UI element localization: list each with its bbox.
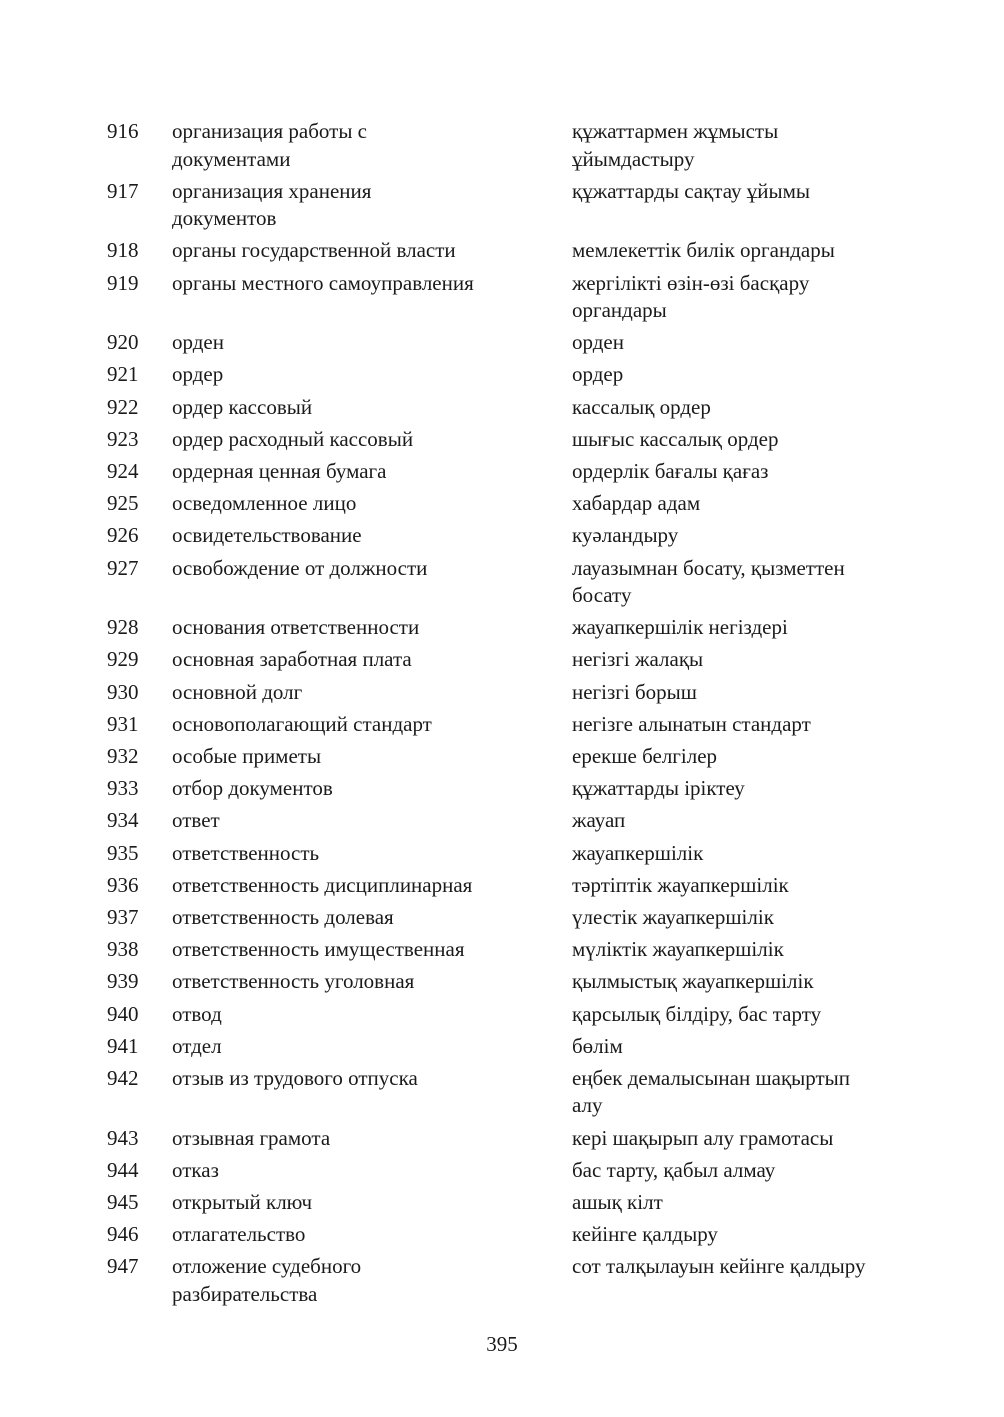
- russian-term-line: основания ответственности: [172, 615, 420, 640]
- russian-term: [172, 904, 532, 932]
- glossary-entry: [0, 1189, 1004, 1217]
- kazakh-term: [572, 711, 912, 739]
- russian-term-line: ответ: [172, 808, 220, 833]
- kazakh-term-line: мүліктік жауапкершілік: [572, 937, 784, 962]
- kazakh-term-line: лауазымнан босату, қызметтен: [572, 555, 845, 580]
- russian-term: [172, 329, 532, 357]
- entry-number: 924: [107, 459, 139, 483]
- entry-number: 932: [107, 744, 139, 768]
- kazakh-term-line: негізгі жалақы: [572, 647, 704, 672]
- russian-term-line: основополагающий стандарт: [172, 711, 432, 736]
- russian-term-line: ордер: [172, 362, 224, 387]
- glossary-entry: [0, 807, 1004, 835]
- glossary-entry: [0, 178, 1004, 233]
- kazakh-term: [572, 872, 912, 900]
- entry-number: 918: [107, 238, 139, 263]
- kazakh-term-line: құжаттарды сақтау ұйымы: [572, 178, 810, 203]
- russian-term: [172, 646, 532, 674]
- glossary-entry: [0, 711, 1004, 739]
- glossary-entry: [0, 118, 1004, 173]
- glossary-entry: [0, 555, 1004, 610]
- glossary-entry: [0, 904, 1004, 932]
- kazakh-term-line: құжаттармен жұмысты: [572, 119, 779, 143]
- kazakh-term: [572, 1221, 912, 1249]
- kazakh-term-line: хабардар адам: [572, 491, 701, 516]
- russian-term: [172, 522, 532, 550]
- russian-term-line: отлагательство: [172, 1222, 306, 1247]
- russian-term-line: организация хранения: [172, 178, 372, 203]
- russian-term-line: ответственность имущественная: [172, 937, 465, 962]
- entry-number: 937: [107, 904, 139, 929]
- russian-term: [172, 807, 532, 835]
- entry-number: 919: [107, 270, 139, 295]
- kazakh-term-line: бөлім: [572, 1033, 623, 1058]
- russian-term-line: организация работы с: [172, 119, 367, 143]
- kazakh-term-line: босату: [572, 583, 632, 608]
- entry-number: 921: [107, 362, 139, 387]
- kazakh-term: [572, 522, 912, 550]
- glossary-entry: [0, 968, 1004, 996]
- glossary-entry: [0, 394, 1004, 422]
- glossary-entry: [0, 522, 1004, 550]
- russian-term: [172, 1157, 532, 1185]
- kazakh-term: [572, 361, 912, 389]
- kazakh-term-line: үлестік жауапкершілік: [572, 904, 774, 929]
- glossary-list: [0, 118, 1004, 1313]
- entry-number: 927: [107, 555, 139, 580]
- kazakh-term-line: органдары: [572, 298, 667, 323]
- kazakh-term-line: ашық кілт: [572, 1189, 663, 1214]
- russian-term-line: отзыв из трудового отпуска: [172, 1065, 418, 1090]
- entry-number: 928: [107, 615, 139, 640]
- russian-term: [172, 968, 532, 996]
- kazakh-term-line: мемлекеттік билік органдары: [572, 238, 835, 263]
- kazakh-term: [572, 743, 912, 771]
- entry-number: 943: [107, 1125, 139, 1150]
- kazakh-term-line: негізгі борыш: [572, 679, 697, 704]
- russian-term: [172, 936, 532, 964]
- entry-number: 920: [107, 330, 139, 355]
- kazakh-term: [572, 458, 912, 486]
- russian-term: [172, 555, 532, 583]
- kazakh-term: [572, 118, 912, 173]
- entry-number: 922: [107, 394, 139, 419]
- russian-term-line: отзывная грамота: [172, 1125, 331, 1150]
- kazakh-term-line: еңбек демалысынан шақыртып: [572, 1065, 851, 1090]
- kazakh-term-line: жауапкершілік: [572, 840, 704, 865]
- russian-term: [172, 711, 532, 739]
- russian-term-line: особые приметы: [172, 744, 322, 768]
- russian-term-line: осведомленное лицо: [172, 491, 357, 516]
- entry-number: 936: [107, 872, 139, 897]
- glossary-entry: [0, 1001, 1004, 1029]
- kazakh-term: [572, 555, 912, 610]
- russian-term: [172, 270, 532, 298]
- kazakh-term-line: кейінге қалдыру: [572, 1222, 718, 1247]
- glossary-entry: [0, 936, 1004, 964]
- russian-term-line: отбор документов: [172, 776, 333, 801]
- kazakh-term: [572, 270, 912, 325]
- entry-number: 947: [107, 1254, 139, 1279]
- kazakh-term: [572, 936, 912, 964]
- kazakh-term-line: ордер: [572, 362, 624, 387]
- russian-term: [172, 1033, 532, 1061]
- kazakh-term-line: орден: [572, 330, 624, 355]
- glossary-entry: [0, 361, 1004, 389]
- kazakh-term: [572, 237, 912, 265]
- kazakh-term: [572, 329, 912, 357]
- kazakh-term-line: кассалық ордер: [572, 394, 711, 419]
- entry-number: 942: [107, 1065, 139, 1090]
- entry-number: 946: [107, 1222, 139, 1247]
- russian-term-line: отказ: [172, 1157, 219, 1182]
- russian-term-line: разбирательства: [172, 1281, 318, 1306]
- glossary-entry: [0, 646, 1004, 674]
- entry-number: 939: [107, 969, 139, 994]
- glossary-entry: [0, 426, 1004, 454]
- kazakh-term-line: ордерлік бағалы қағаз: [572, 459, 769, 483]
- russian-term-line: ордер кассовый: [172, 394, 313, 419]
- glossary-entry: [0, 679, 1004, 707]
- russian-term: [172, 490, 532, 518]
- russian-term: [172, 361, 532, 389]
- kazakh-term: [572, 1001, 912, 1029]
- glossary-entry: [0, 872, 1004, 900]
- entry-number: 917: [107, 178, 139, 203]
- kazakh-term: [572, 1157, 912, 1185]
- kazakh-term-line: құжаттарды іріктеу: [572, 776, 745, 801]
- entry-number: 940: [107, 1001, 139, 1026]
- kazakh-term-line: тәртіптік жауапкершілік: [572, 872, 789, 897]
- russian-term-line: ответственность дисциплинарная: [172, 872, 473, 897]
- entry-number: 944: [107, 1157, 139, 1182]
- russian-term: [172, 237, 532, 265]
- glossary-entry: [0, 490, 1004, 518]
- russian-term: [172, 743, 532, 771]
- russian-term-line: ответственность: [172, 840, 320, 865]
- entry-number: 945: [107, 1189, 139, 1214]
- kazakh-term-line: негізге алынатын стандарт: [572, 711, 811, 736]
- kazakh-term: [572, 1065, 912, 1120]
- kazakh-term: [572, 426, 912, 454]
- russian-term: [172, 1221, 532, 1249]
- glossary-entry: [0, 743, 1004, 771]
- russian-term-line: основной долг: [172, 679, 303, 704]
- russian-term-line: документов: [172, 206, 277, 231]
- russian-term-line: отложение судебного: [172, 1254, 362, 1279]
- kazakh-term: [572, 1125, 912, 1153]
- kazakh-term-line: жауап: [572, 808, 626, 833]
- russian-term: [172, 394, 532, 422]
- russian-term: [172, 1189, 532, 1217]
- glossary-entry: [0, 614, 1004, 642]
- russian-term: [172, 1125, 532, 1153]
- kazakh-term-line: куәландыру: [572, 523, 679, 548]
- kazakh-term: [572, 775, 912, 803]
- russian-term-line: органы государственной власти: [172, 238, 456, 263]
- russian-term-line: ответственность уголовная: [172, 969, 415, 994]
- glossary-entry: [0, 329, 1004, 357]
- entry-number: 935: [107, 840, 139, 865]
- russian-term: [172, 1001, 532, 1029]
- russian-term-line: органы местного самоуправления: [172, 270, 474, 295]
- kazakh-term-line: кері шақырып алу грамотасы: [572, 1125, 834, 1150]
- entry-number: 931: [107, 711, 139, 736]
- entry-number: 926: [107, 523, 139, 548]
- glossary-entry: [0, 237, 1004, 265]
- russian-term: [172, 872, 532, 900]
- russian-term: [172, 118, 532, 173]
- kazakh-term: [572, 807, 912, 835]
- kazakh-term: [572, 1253, 912, 1281]
- entry-number: 941: [107, 1033, 139, 1058]
- russian-term-line: ответственность долевая: [172, 904, 394, 929]
- russian-term: [172, 1065, 532, 1093]
- russian-term: [172, 614, 532, 642]
- glossary-entry: [0, 458, 1004, 486]
- entry-number: 916: [107, 119, 139, 143]
- russian-term-line: освидетельствование: [172, 523, 362, 548]
- kazakh-term: [572, 1189, 912, 1217]
- russian-term: [172, 679, 532, 707]
- kazakh-term: [572, 394, 912, 422]
- russian-term-line: открытый ключ: [172, 1189, 313, 1214]
- kazakh-term: [572, 614, 912, 642]
- glossary-entry: [0, 840, 1004, 868]
- russian-term: [172, 178, 532, 233]
- entry-number: 925: [107, 491, 139, 516]
- glossary-entry: [0, 1033, 1004, 1061]
- kazakh-term: [572, 840, 912, 868]
- kazakh-term-line: ерекше белгілер: [572, 744, 718, 768]
- russian-term: [172, 840, 532, 868]
- russian-term-line: основная заработная плата: [172, 647, 412, 672]
- entry-number: 923: [107, 426, 139, 451]
- glossary-entry: [0, 270, 1004, 325]
- kazakh-term: [572, 1033, 912, 1061]
- kazakh-term-line: ұйымдастыру: [572, 146, 695, 171]
- russian-term-line: орден: [172, 330, 224, 355]
- page-number: 395: [486, 1332, 518, 1356]
- kazakh-term-line: жауапкершілік негіздері: [572, 615, 788, 640]
- russian-term: [172, 458, 532, 486]
- kazakh-term: [572, 679, 912, 707]
- kazakh-term: [572, 490, 912, 518]
- kazakh-term-line: қылмыстық жауапкершілік: [572, 969, 814, 994]
- russian-term-line: документами: [172, 146, 291, 171]
- kazakh-term: [572, 178, 912, 206]
- glossary-entry: [0, 1221, 1004, 1249]
- glossary-entry: [0, 1253, 1004, 1308]
- russian-term-line: отвод: [172, 1001, 222, 1026]
- kazakh-term: [572, 904, 912, 932]
- glossary-entry: [0, 1065, 1004, 1120]
- entry-number: 938: [107, 937, 139, 962]
- glossary-entry: [0, 1157, 1004, 1185]
- glossary-entry: [0, 775, 1004, 803]
- russian-term-line: освобождение от должности: [172, 555, 428, 580]
- russian-term-line: ордер расходный кассовый: [172, 426, 414, 451]
- entry-number: 933: [107, 776, 139, 801]
- kazakh-term-line: жергілікті өзін-өзі басқару: [572, 270, 810, 295]
- entry-number: 930: [107, 679, 139, 704]
- glossary-entry: [0, 1125, 1004, 1153]
- kazakh-term: [572, 968, 912, 996]
- entry-number: 934: [107, 808, 139, 833]
- kazakh-term-line: сот талқылауын кейінге қалдыру: [572, 1254, 866, 1279]
- entry-number: 929: [107, 647, 139, 672]
- russian-term: [172, 775, 532, 803]
- kazakh-term: [572, 646, 912, 674]
- russian-term: [172, 426, 532, 454]
- kazakh-term-line: қарсылық білдіру, бас тарту: [572, 1001, 822, 1026]
- kazakh-term-line: бас тарту, қабыл алмау: [572, 1157, 776, 1182]
- russian-term: [172, 1253, 532, 1308]
- russian-term-line: отдел: [172, 1033, 222, 1058]
- kazakh-term-line: алу: [572, 1093, 603, 1118]
- russian-term-line: ордерная ценная бумага: [172, 459, 387, 483]
- kazakh-term-line: шығыс кассалық ордер: [572, 426, 779, 451]
